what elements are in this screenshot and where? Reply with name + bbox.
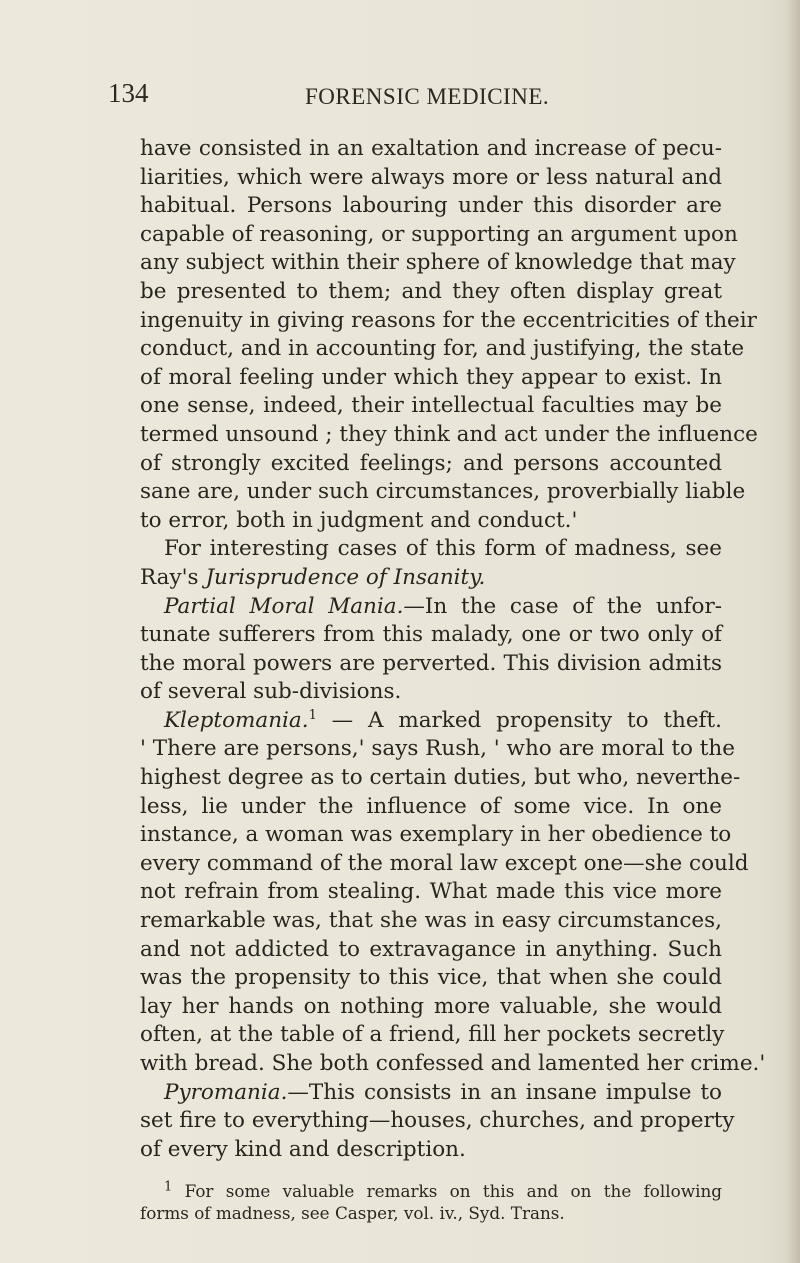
text-run: —In the case of the unfor- xyxy=(403,593,722,619)
section-heading-partial-moral-mania: Partial Moral Mania. xyxy=(164,593,404,619)
page-header xyxy=(108,78,708,112)
text-line: liarities, which were always more or less natural and xyxy=(140,164,722,190)
text-line: termed unsound ; they think and act under the influence xyxy=(140,421,758,447)
running-head: FORENSIC MEDICINE. xyxy=(305,84,550,109)
text-line xyxy=(140,564,722,593)
text-line: For interesting cases of this form of madness, see xyxy=(164,536,722,562)
text-line: set fire to everything—houses, churches, and property xyxy=(140,1108,735,1134)
text-line: habitual. Persons labouring under this disorder are xyxy=(140,193,722,219)
text-line: tunate sufferers from this malady, one or two only of xyxy=(140,622,722,648)
text-line: highest degree as to certain duties, but who, neverthe- xyxy=(140,765,741,791)
text-line: ' There are persons,' says Rush, ' who are moral to the xyxy=(140,736,735,762)
section-heading-pyromania: Pyromania. xyxy=(164,1079,288,1105)
page-number: 134 xyxy=(108,78,149,108)
text-line xyxy=(140,707,722,736)
text-line: instance, a woman was exemplary in her obedience to xyxy=(140,822,732,848)
text-line: remarkable was, that she was in easy circumstances, xyxy=(140,908,722,934)
text-line: of moral feeling under which they appear to exist. In xyxy=(140,364,722,390)
text-run: — A marked propensity to theft. xyxy=(316,707,722,733)
text-line: be presented to them; and they often display great xyxy=(140,278,722,304)
text-line: every command of the moral law except one—she could xyxy=(140,850,749,876)
section-heading-kleptomania: Kleptomania. xyxy=(164,707,309,733)
text-line: was the propensity to this vice, that when she could xyxy=(140,965,722,991)
footnote-number: 1 xyxy=(164,1179,173,1195)
text-line: of strongly excited feelings; and persons accounted xyxy=(140,450,722,476)
text-line: one sense, indeed, their intellectual faculties may be xyxy=(140,393,722,419)
footnote-line: forms of madness, see Casper, vol. iv., Syd. Trans. xyxy=(140,1203,565,1223)
text-line: lay her hands on nothing more valuable, she would xyxy=(140,993,722,1019)
text-run: —This consists in an insane impulse to xyxy=(287,1079,722,1105)
text-run: Ray's xyxy=(140,564,206,590)
text-line xyxy=(140,593,722,622)
footnote xyxy=(140,1180,722,1224)
text-line: ingenuity in giving reasons for the eccentricities of their xyxy=(140,307,757,333)
text-line: to error, both in judgment and conduct.' xyxy=(140,507,578,533)
text-line: capable of reasoning, or supporting an argument upon xyxy=(140,221,738,247)
text-line: with bread. She both confessed and lamented her crime.' xyxy=(140,1051,766,1076)
text-line: have consisted in an exaltation and increase of pecu- xyxy=(140,136,722,161)
text-line: the moral powers are perverted. This division admits xyxy=(140,650,722,676)
page-edge-shadow xyxy=(786,0,800,1263)
text-line: not refrain from stealing. What made this vice more xyxy=(140,879,722,905)
text-run: For some valuable remarks on this and on the following xyxy=(172,1181,722,1201)
body-text xyxy=(140,135,766,1164)
footnote-line xyxy=(140,1180,722,1202)
text-line: and not addicted to extravagance in anything. Such xyxy=(140,936,722,962)
text-line: of every kind and description. xyxy=(140,1136,466,1162)
text-line: less, lie under the influence of some vice. In one xyxy=(140,793,722,819)
text-line: of several sub-divisions. xyxy=(140,679,402,705)
text-line: often, at the table of a friend, fill her pockets secretly xyxy=(140,1022,725,1048)
text-line: conduct, and in accounting for, and justifying, the state xyxy=(140,336,745,362)
text-line: any subject within their sphere of knowledge that may xyxy=(140,250,736,276)
book-title: Jurisprudence of Insanity. xyxy=(205,564,486,590)
text-line: sane are, under such circumstances, proverbially liable xyxy=(140,479,746,505)
footnote-marker: 1 xyxy=(308,707,317,723)
text-line xyxy=(140,1079,722,1108)
